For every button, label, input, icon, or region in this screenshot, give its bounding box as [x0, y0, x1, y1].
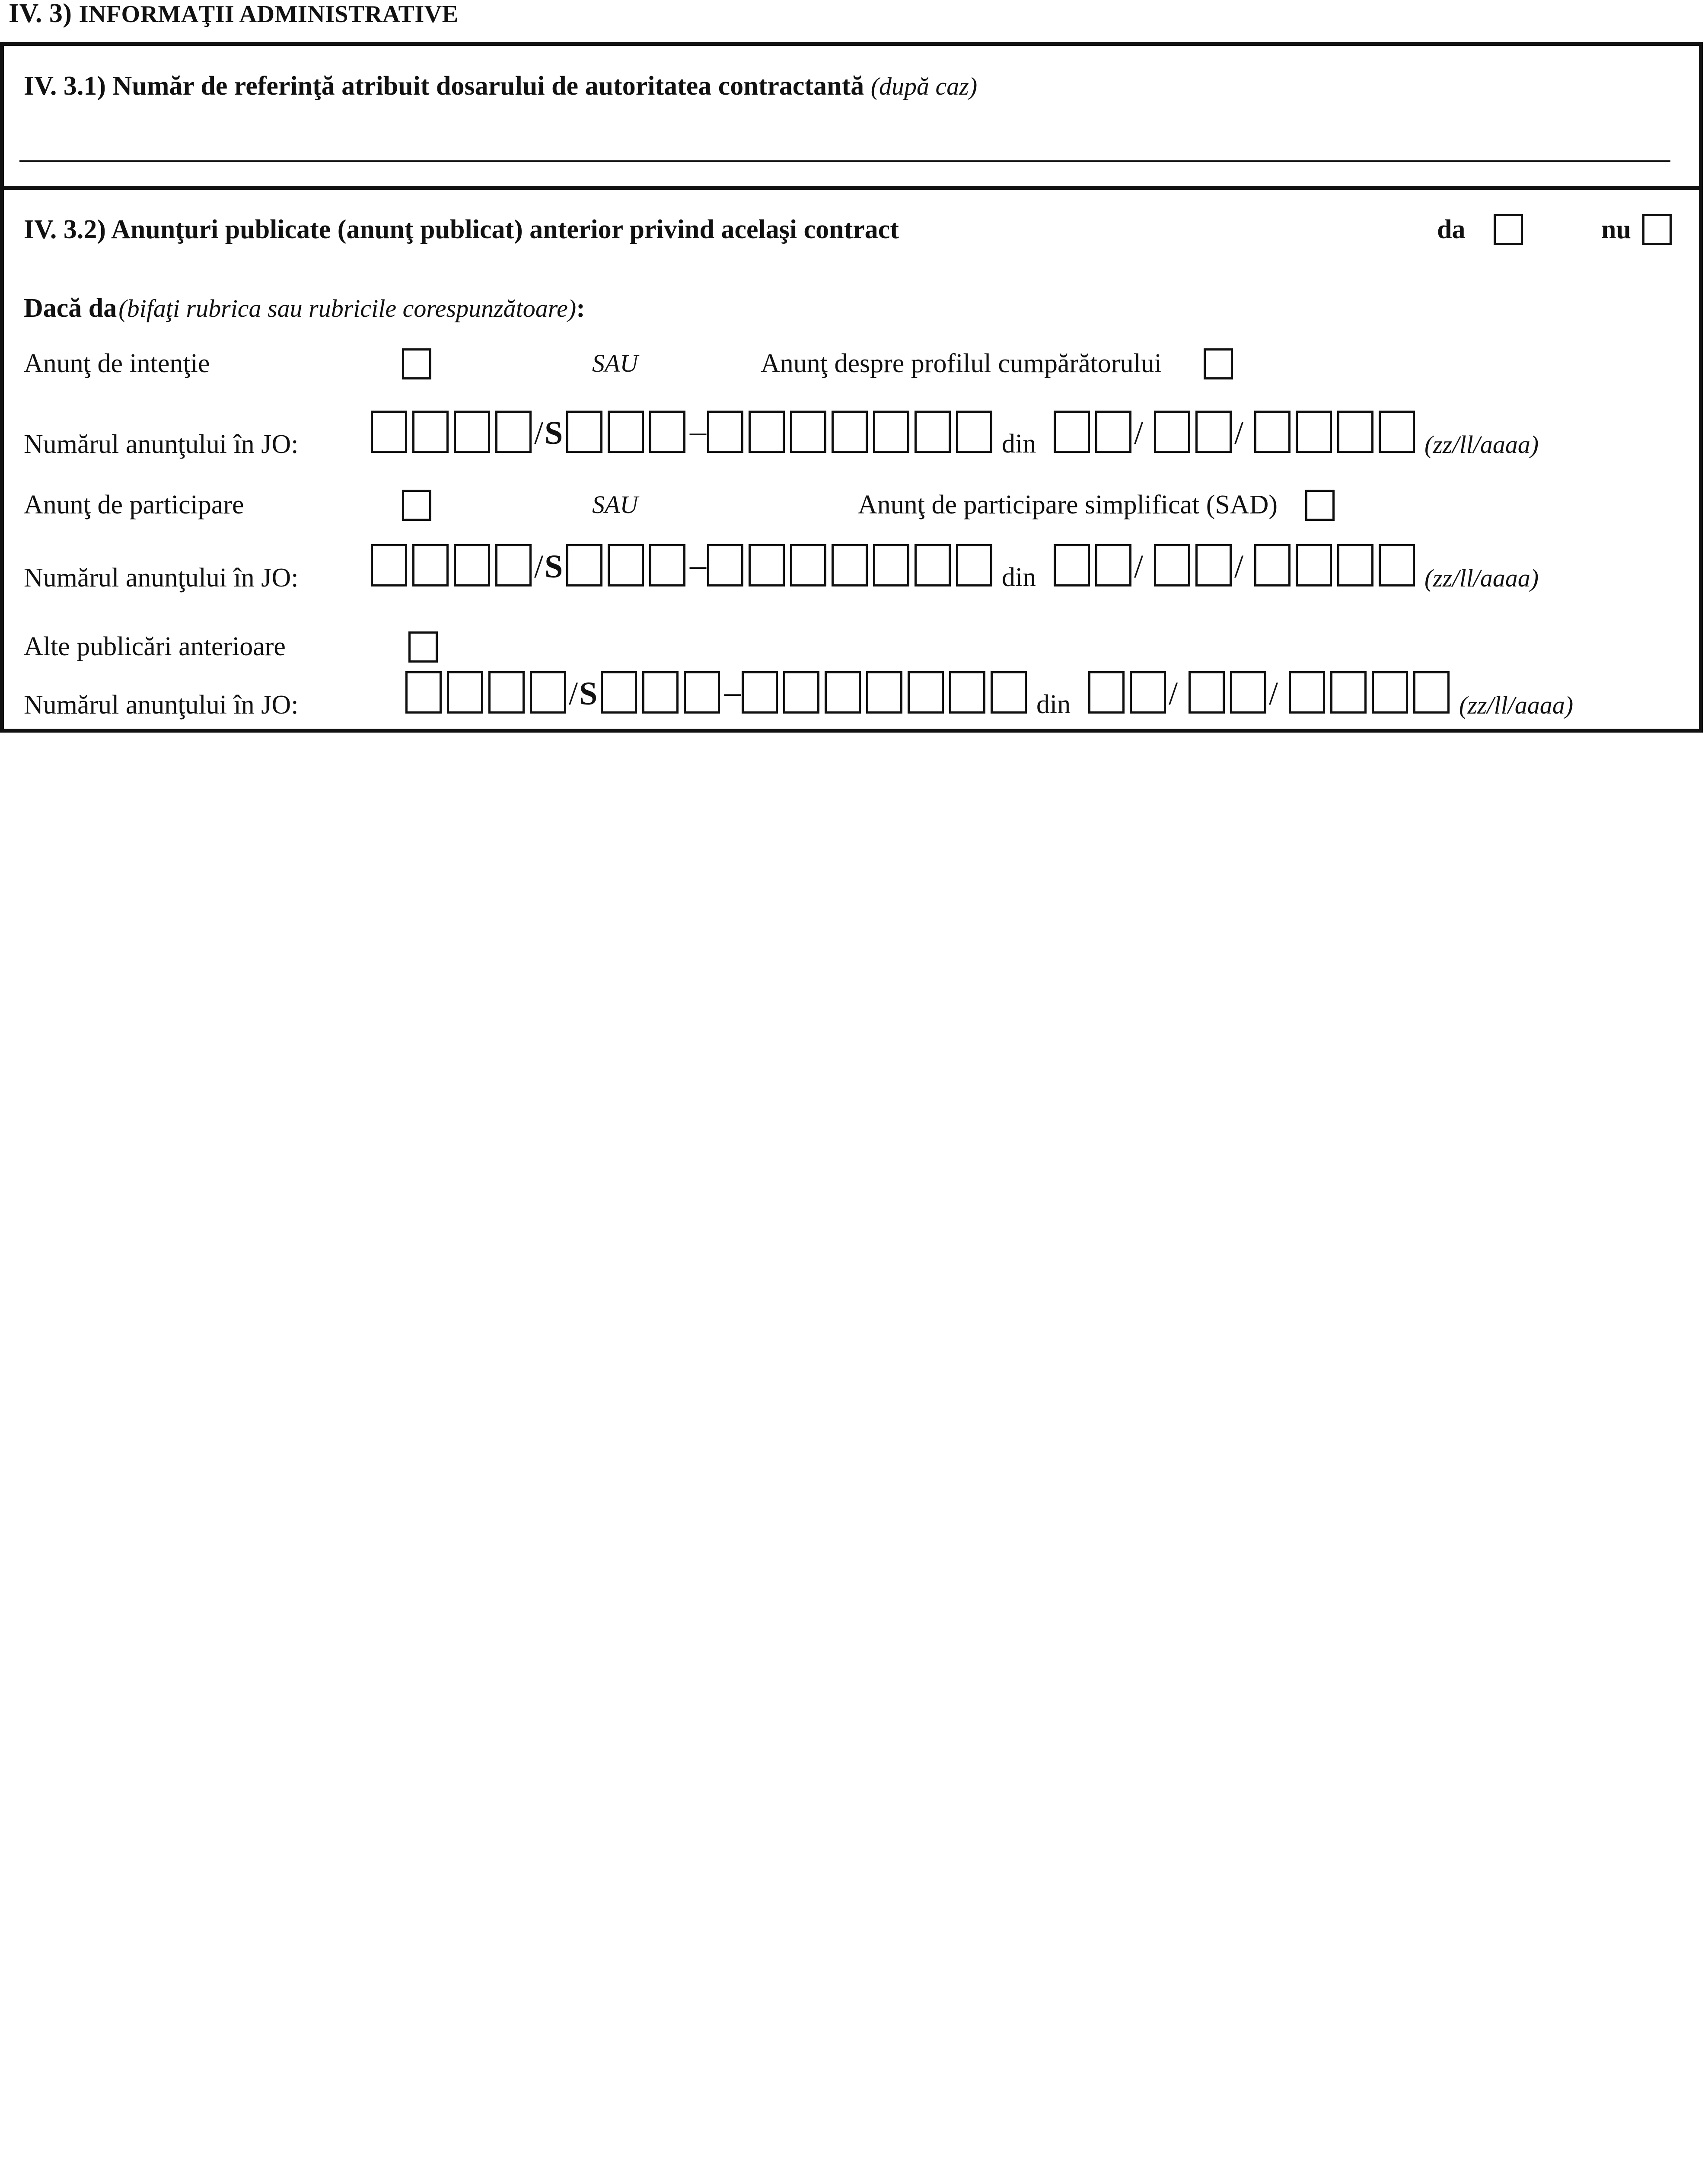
oj-year-digit-box-3[interactable]	[405, 671, 442, 714]
contract-notice-checkbox[interactable]	[402, 490, 431, 521]
oj-year-digit-box-3[interactable]	[530, 671, 566, 714]
oj-date-year-box-3[interactable]	[1330, 671, 1367, 714]
other-previous-publications-checkbox[interactable]	[408, 631, 438, 663]
oj-slash-1: /	[534, 415, 544, 451]
oj-notice-digit-box-2[interactable]	[707, 544, 743, 586]
oj-s-letter-3: S	[579, 676, 598, 712]
oj-day-box-2[interactable]	[1054, 544, 1090, 586]
oj-year-digit-box-3[interactable]	[447, 671, 483, 714]
prior-information-notice-label: Anunţ de intenţie	[24, 349, 210, 378]
oj-year-digit-box-2[interactable]	[412, 544, 449, 586]
other-previous-publications-label: Alte publicări anterioare	[24, 632, 286, 661]
oj-notice-digit-box-1[interactable]	[915, 411, 951, 453]
oj-notice-digit-box-3[interactable]	[908, 671, 944, 714]
oj-dash-1: –	[690, 413, 706, 449]
reference-number-line[interactable]	[19, 160, 1670, 162]
section-3-1-frame	[0, 42, 1703, 190]
section-3-1-label	[24, 73, 977, 99]
section-3-1-note: (după caz)	[870, 72, 978, 100]
oj-issue-digit-box-3[interactable]	[642, 671, 679, 714]
oj-issue-digit-box-1[interactable]	[608, 411, 644, 453]
oj-date-year-box-1[interactable]	[1254, 411, 1291, 453]
oj-day-box-3[interactable]	[1088, 671, 1125, 714]
oj-year-digit-box-2[interactable]	[454, 544, 490, 586]
oj-day-box-1[interactable]	[1095, 411, 1131, 453]
oj-issue-digit-box-3[interactable]	[601, 671, 637, 714]
oj-notice-digit-box-3[interactable]	[783, 671, 819, 714]
oj-date-slash-b-2: /	[1234, 548, 1244, 585]
oj-issue-digit-box-1[interactable]	[566, 411, 602, 453]
oj-s-letter-1: S	[545, 415, 563, 451]
oj-number-label-1: Numărul anunţului în JO:	[24, 430, 299, 459]
oj-din-1: din	[1002, 429, 1036, 459]
nu-label: nu	[1601, 215, 1631, 244]
contract-notice-label: Anunţ de participare	[24, 490, 244, 520]
oj-number-label-2: Numărul anunţului în JO:	[24, 563, 299, 593]
oj-date-slash-a-1: /	[1134, 415, 1144, 451]
oj-date-year-box-2[interactable]	[1254, 544, 1291, 586]
buyer-profile-notice-checkbox[interactable]	[1204, 348, 1233, 379]
oj-notice-digit-box-1[interactable]	[873, 411, 909, 453]
oj-notice-digit-box-3[interactable]	[742, 671, 778, 714]
oj-month-box-2[interactable]	[1154, 544, 1190, 586]
oj-notice-digit-box-3[interactable]	[949, 671, 985, 714]
da-label: da	[1437, 215, 1466, 244]
oj-month-box-1[interactable]	[1154, 411, 1190, 453]
nu-checkbox[interactable]	[1642, 214, 1672, 245]
oj-notice-digit-box-2[interactable]	[749, 544, 785, 586]
section-heading-prefix: IV. 3)	[9, 0, 72, 28]
section-heading-title: INFORMAŢII ADMINISTRATIVE	[79, 1, 459, 28]
oj-date-slash-a-3: /	[1169, 676, 1178, 712]
oj-date-format-2: (zz/ll/aaaa)	[1424, 564, 1539, 592]
simplified-contract-notice-checkbox[interactable]	[1305, 490, 1335, 521]
oj-date-slash-b-3: /	[1269, 676, 1278, 712]
section-3-1-label-text: IV. 3.1) Număr de referinţă atribuit dosarului de autoritatea contractantă	[24, 71, 864, 101]
oj-month-box-2[interactable]	[1195, 544, 1232, 586]
oj-year-digit-box-2[interactable]	[371, 544, 407, 586]
row1-or: SAU	[592, 349, 638, 377]
oj-day-box-3[interactable]	[1130, 671, 1166, 714]
oj-date-year-box-1[interactable]	[1379, 411, 1415, 453]
row2-or: SAU	[592, 491, 638, 519]
oj-notice-digit-box-2[interactable]	[790, 544, 826, 586]
oj-date-year-box-1[interactable]	[1337, 411, 1373, 453]
oj-date-year-box-2[interactable]	[1296, 544, 1332, 586]
oj-date-year-box-3[interactable]	[1289, 671, 1325, 714]
oj-issue-digit-box-2[interactable]	[566, 544, 602, 586]
buyer-profile-notice-label: Anunţ despre profilul cumpărătorului	[761, 349, 1162, 378]
oj-number-label-3: Numărul anunţului în JO:	[24, 690, 299, 720]
oj-month-box-1[interactable]	[1195, 411, 1232, 453]
da-checkbox[interactable]	[1494, 214, 1523, 245]
oj-date-year-box-1[interactable]	[1296, 411, 1332, 453]
oj-year-digit-box-1[interactable]	[371, 411, 407, 453]
oj-notice-digit-box-1[interactable]	[832, 411, 868, 453]
oj-year-digit-box-3[interactable]	[488, 671, 525, 714]
oj-slash-3: /	[569, 676, 578, 712]
oj-s-letter-2: S	[545, 548, 563, 585]
oj-year-digit-box-2[interactable]	[495, 544, 532, 586]
oj-notice-digit-box-3[interactable]	[991, 671, 1027, 714]
section-heading	[9, 0, 459, 27]
oj-notice-digit-box-2[interactable]	[832, 544, 868, 586]
oj-notice-digit-box-3[interactable]	[866, 671, 902, 714]
oj-notice-digit-box-1[interactable]	[790, 411, 826, 453]
oj-day-box-1[interactable]	[1054, 411, 1090, 453]
oj-notice-digit-box-2[interactable]	[915, 544, 951, 586]
if-yes-instruction	[24, 295, 585, 322]
oj-issue-digit-box-3[interactable]	[684, 671, 720, 714]
oj-issue-digit-box-1[interactable]	[649, 411, 685, 453]
oj-notice-digit-box-1[interactable]	[749, 411, 785, 453]
oj-year-digit-box-1[interactable]	[412, 411, 449, 453]
oj-month-box-3[interactable]	[1230, 671, 1266, 714]
oj-year-digit-box-1[interactable]	[454, 411, 490, 453]
oj-year-digit-box-1[interactable]	[495, 411, 532, 453]
if-yes-colon: :	[576, 293, 585, 323]
oj-issue-digit-box-2[interactable]	[649, 544, 685, 586]
oj-day-box-2[interactable]	[1095, 544, 1131, 586]
if-yes-note: (bifaţi rubrica sau rubricile corespunzătoare)	[118, 294, 577, 322]
oj-date-format-3: (zz/ll/aaaa)	[1459, 691, 1574, 719]
oj-date-year-box-3[interactable]	[1372, 671, 1408, 714]
oj-dash-2: –	[690, 547, 706, 583]
simplified-contract-notice-label: Anunţ de participare simplificat (SAD)	[858, 490, 1278, 520]
oj-notice-digit-box-3[interactable]	[825, 671, 861, 714]
oj-date-year-box-3[interactable]	[1413, 671, 1450, 714]
if-yes-bold: Dacă da	[24, 293, 117, 323]
oj-din-2: din	[1002, 563, 1036, 592]
oj-date-format-1: (zz/ll/aaaa)	[1424, 430, 1539, 459]
prior-information-notice-checkbox[interactable]	[402, 348, 431, 379]
oj-notice-digit-box-1[interactable]	[707, 411, 743, 453]
oj-din-3: din	[1036, 690, 1071, 719]
oj-issue-digit-box-2[interactable]	[608, 544, 644, 586]
oj-date-slash-a-2: /	[1134, 548, 1144, 585]
oj-dash-3: –	[724, 674, 741, 710]
oj-slash-2: /	[534, 548, 544, 585]
oj-date-year-box-2[interactable]	[1379, 544, 1415, 586]
section-3-2-label: IV. 3.2) Anunţuri publicate (anunţ publicat) anterior privind acelaşi contract	[24, 215, 899, 244]
oj-date-slash-b-1: /	[1234, 415, 1244, 451]
oj-notice-digit-box-2[interactable]	[873, 544, 909, 586]
oj-month-box-3[interactable]	[1189, 671, 1225, 714]
oj-date-year-box-2[interactable]	[1337, 544, 1373, 586]
oj-notice-digit-box-2[interactable]	[956, 544, 992, 586]
oj-notice-digit-box-1[interactable]	[956, 411, 992, 453]
